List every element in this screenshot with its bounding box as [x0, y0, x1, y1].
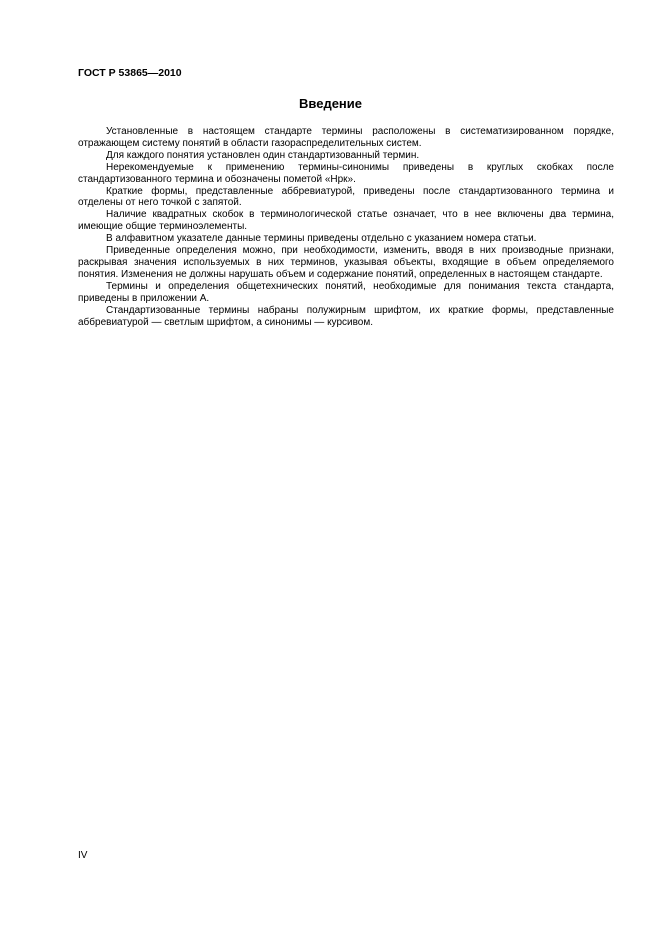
paragraph: Термины и определения общетехнических понятий, необходимые для понимания текста стандарта, приведены в приложении А.: [78, 280, 614, 304]
page-number: IV: [78, 850, 88, 861]
paragraph: Установленные в настоящем стандарте термины расположены в систематизированном порядке, отражающем систему понятий в области газораспределительных систем.: [78, 126, 614, 149]
paragraph: Наличие квадратных скобок в терминологической статье означает, что в нее включены два термина, имеющие общие терминоэлементы.: [78, 209, 614, 233]
paragraph: Приведенные определения можно, при необходимости, изменить, вводя в них производные признаки, раскрывая значения используемых в них терминов, указывая объекты, входящие в объем определяемого понятия. Изменения не должны нарушать объем и содержание понятий, определенных в настоящем стандарте.: [78, 245, 614, 280]
paragraph: Стандартизованные термины набраны полужирным шрифтом, их краткие формы, представленные аббревиатурой — светлым шрифтом, а синонимы — курсивом.: [78, 304, 614, 328]
section-title: Введение: [299, 96, 362, 111]
document-header: ГОСТ Р 53865—2010: [78, 67, 182, 79]
paragraph: В алфавитном указателе данные термины приведены отдельно с указанием номера статьи.: [106, 233, 537, 245]
body-text: [78, 126, 614, 328]
paragraph: Для каждого понятия установлен один стандартизованный термин.: [106, 149, 420, 161]
paragraph: Краткие формы, представленные аббревиатурой, приведены после стандартизованного термина и отделены от него точкой с запятой.: [78, 185, 614, 209]
paragraph: Нерекомендуемые к применению термины-синонимы приведены в круглых скобках после стандартизованного термина и обозначены пометой «Нрк».: [78, 161, 614, 185]
